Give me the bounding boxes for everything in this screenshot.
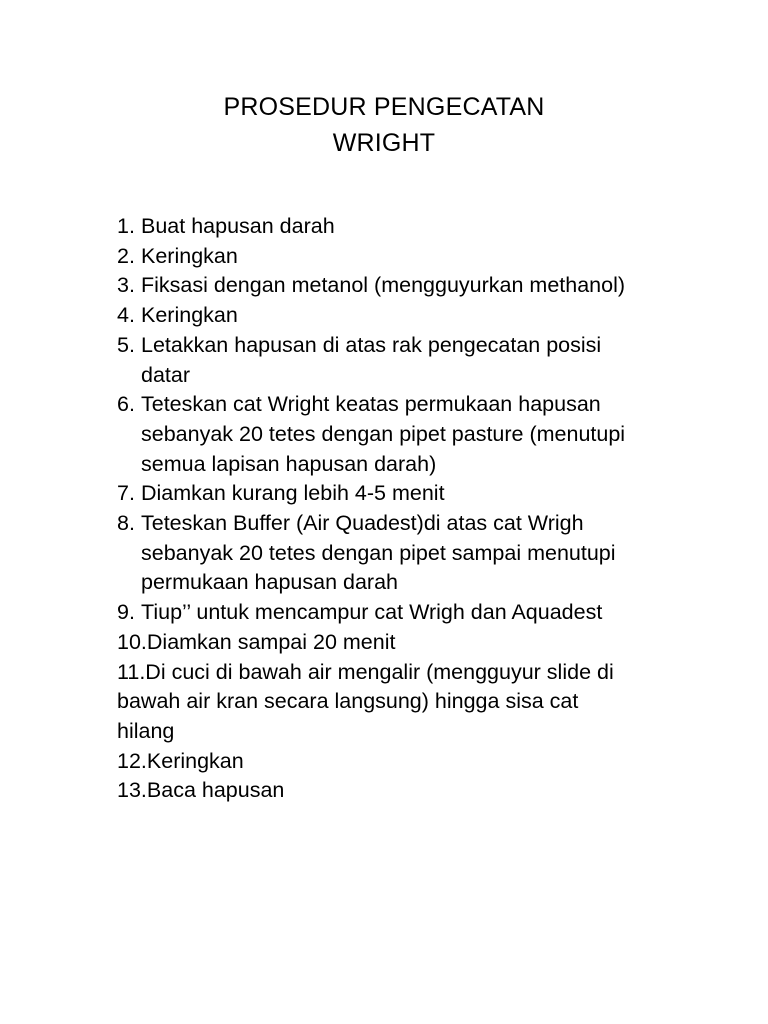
step-text-line: Buat hapusan darah xyxy=(141,214,335,238)
step-text-line: bawah air kran secara langsung) hingga sisa cat xyxy=(117,689,579,714)
document-title-line-1: PROSEDUR PENGECATAN xyxy=(223,93,545,121)
document-title-line-2: WRIGHT xyxy=(332,129,436,157)
step-text xyxy=(141,598,602,628)
step-text-line: permukaan hapusan darah xyxy=(141,570,398,595)
step-6 xyxy=(117,390,717,479)
step-number: 2. xyxy=(117,243,135,268)
step-number: 12. xyxy=(117,748,147,773)
step-text xyxy=(141,390,625,479)
step-text xyxy=(141,301,238,331)
step-number: 9. xyxy=(117,600,135,625)
step-number: 8. xyxy=(117,511,135,536)
step-text-line: semua lapisan hapusan darah) xyxy=(141,451,437,476)
step-text xyxy=(141,479,445,509)
step-text-line: sebanyak 20 tetes dengan pipet sampai menutupi xyxy=(141,540,616,565)
step-10 xyxy=(117,628,717,658)
procedure-steps-list xyxy=(117,212,717,806)
step-text-line: hilang xyxy=(117,718,175,743)
step-12 xyxy=(117,747,717,777)
step-text-line: Diamkan kurang lebih 4-5 menit xyxy=(141,481,445,506)
step-4 xyxy=(117,301,717,331)
step-number: 5. xyxy=(117,332,135,357)
step-text-line: sebanyak 20 tetes dengan pipet pasture (menutupi xyxy=(141,421,626,446)
step-number: 7. xyxy=(117,481,135,506)
step-13 xyxy=(117,776,717,806)
step-9 xyxy=(117,598,717,628)
step-text xyxy=(147,628,396,658)
step-text-line: Teteskan Buffer (Air Quadest)di atas cat Wrigh xyxy=(141,511,584,536)
step-text-line: datar xyxy=(141,362,191,387)
step-1 xyxy=(117,212,717,242)
step-number: 6. xyxy=(117,392,135,417)
step-text-line: Fiksasi dengan metanol (mengguyurkan methanol) xyxy=(141,273,626,298)
step-text xyxy=(141,212,335,242)
step-3 xyxy=(117,271,717,301)
step-number: 10. xyxy=(117,629,147,654)
step-5 xyxy=(117,331,717,390)
step-text-line: Keringkan xyxy=(146,748,244,773)
step-text-line: Di cuci di bawah air mengalir (mengguyur slide di xyxy=(145,659,614,684)
step-text-line: Keringkan xyxy=(141,303,238,328)
step-number: 13. xyxy=(117,778,147,803)
step-text-line: Letakkan hapusan di atas rak pengecatan posisi xyxy=(141,332,602,357)
step-number: 4. xyxy=(117,303,135,328)
step-number: 3. xyxy=(117,273,135,298)
step-text xyxy=(141,271,625,301)
step-8 xyxy=(117,509,717,598)
step-text-line: Tiup’’ untuk mencampur cat Wrigh dan Aquadest xyxy=(141,600,603,625)
step-text xyxy=(147,776,284,806)
step-text-line: Baca hapusan xyxy=(146,778,285,803)
step-2 xyxy=(117,242,717,272)
step-number: 11. xyxy=(117,659,146,684)
step-text xyxy=(147,747,244,777)
step-text-line: Diamkan sampai 20 menit xyxy=(146,629,396,654)
step-text xyxy=(141,242,238,272)
step-11 xyxy=(117,658,717,747)
step-text-line: Keringkan xyxy=(141,243,238,268)
step-text-line: Teteskan cat Wright keatas permukaan hapusan xyxy=(141,392,601,417)
step-number: 1. xyxy=(117,214,135,238)
step-text xyxy=(141,509,616,598)
step-7 xyxy=(117,479,717,509)
step-text xyxy=(141,331,601,390)
